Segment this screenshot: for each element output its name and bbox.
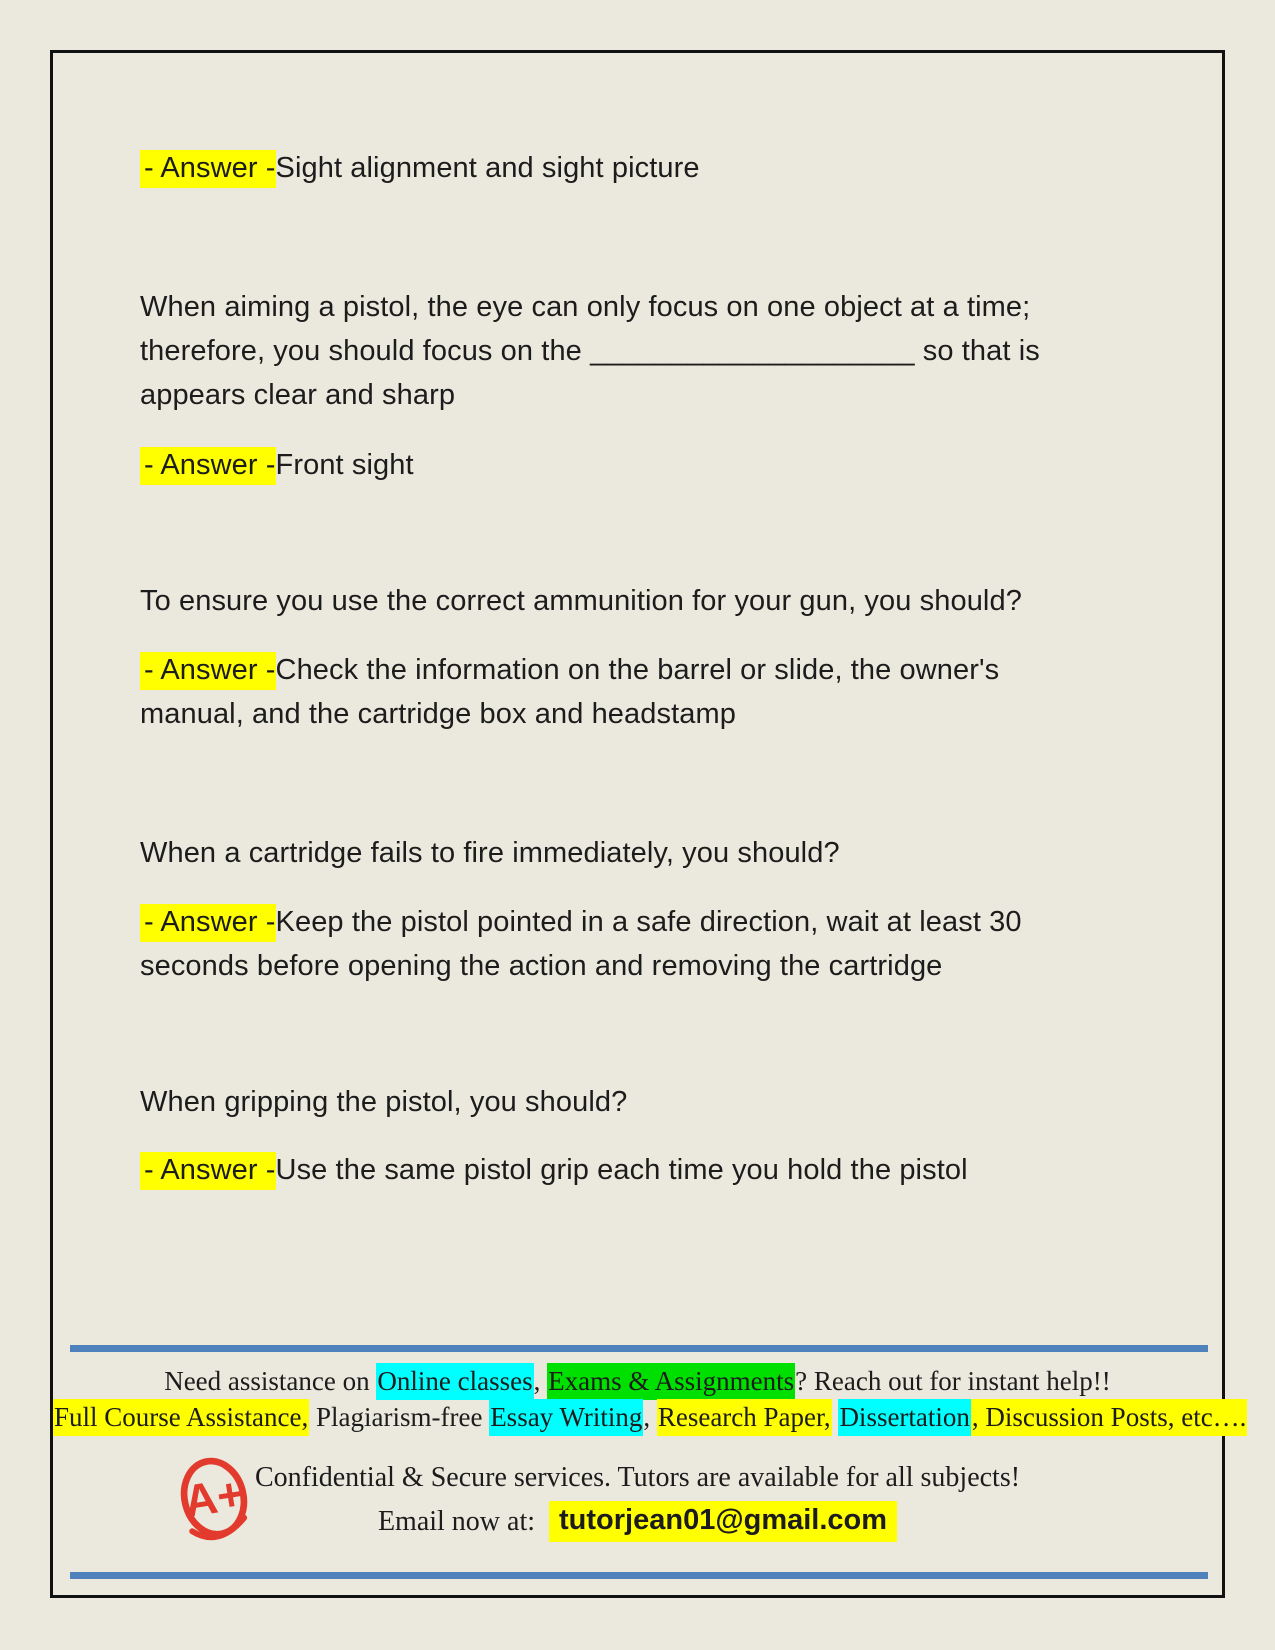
question-block [140,579,1070,623]
question-text: To ensure you use the correct ammunition for your gun, you should? [140,585,1022,617]
answer-line [140,146,1070,190]
question-text: therefore, you should focus on the ____________________ so that is [140,335,1040,367]
answer-text: Sight alignment and sight picture [275,152,700,184]
promo1-highlighted: Exams & Assignments [547,1363,795,1400]
question-block [140,831,1070,875]
answer-block [140,900,1070,988]
promo2-highlighted: Essay Writing [489,1399,643,1436]
question-line [140,329,1070,373]
answer-block [140,443,1070,487]
answer-text: Keep the pistol pointed in a safe direction, wait at least 30 [275,906,1022,938]
answer-line [140,900,1070,944]
question-line [140,373,1070,417]
answer-line [140,1148,1070,1192]
answer-line [140,443,1070,487]
question-line [140,1080,1070,1124]
answer-marker-highlight: - Answer - [140,904,276,942]
footer-promo-line-1 [53,1363,1222,1399]
question-text: When gripping the pistol, you should? [140,1086,628,1118]
bottom-blue-divider [70,1572,1208,1579]
answer-text: Check the information on the barrel or slide, the owner's [275,654,1000,686]
question-text: When aiming a pistol, the eye can only focus on one object at a time; [140,291,1031,323]
a-plus-logo-text: A+ [180,1467,248,1528]
question-text: When a cartridge fails to fire immediately, you should? [140,837,840,869]
email-row [53,1501,1222,1542]
promo2-text: Plagiarism-free [309,1402,490,1432]
answer-block [140,146,1070,190]
answer-text: manual, and the cartridge box and headstamp [140,698,736,730]
promo1-highlighted: Online classes [376,1363,533,1400]
answer-line [140,648,1070,692]
answer-marker-highlight: - Answer - [140,1152,276,1190]
promo2-text: , [643,1402,657,1432]
answer-text: seconds before opening the action and removing the cartridge [140,950,943,982]
answer-text: Use the same pistol grip each time you hold the pistol [275,1154,968,1186]
email-address: tutorjean01@gmail.com [549,1501,897,1542]
question-line [140,579,1070,623]
answer-marker-highlight: - Answer - [140,150,276,188]
promo2-highlighted: Research Paper, [657,1399,832,1436]
answer-marker-highlight: - Answer - [140,447,276,485]
answer-block [140,1148,1070,1192]
promo1-text: Need assistance on [164,1366,377,1396]
question-block [140,285,1070,417]
question-line [140,831,1070,875]
question-block [140,1080,1070,1124]
answer-block [140,648,1070,736]
promo1-text: ? Reach out for instant help!! [795,1366,1111,1396]
question-text: appears clear and sharp [140,379,456,411]
promo1-text: , [533,1366,548,1396]
promo2-highlighted: , Discussion Posts, etc…. [971,1399,1248,1436]
promo2-highlighted: Full Course Assistance, [53,1399,309,1436]
footer-promo-line-2 [53,1399,1247,1435]
question-line [140,285,1070,329]
answer-line [140,944,1070,988]
confidential-services-text: Confidential & Secure services. Tutors are available for all subjects! [254,1462,1021,1493]
answer-line [140,692,1070,736]
email-label: Email now at: [377,1505,536,1537]
answer-marker-highlight: - Answer - [140,652,276,690]
promo2-highlighted: Dissertation [838,1399,970,1436]
top-blue-divider [70,1345,1208,1352]
answer-text: Front sight [275,449,414,481]
